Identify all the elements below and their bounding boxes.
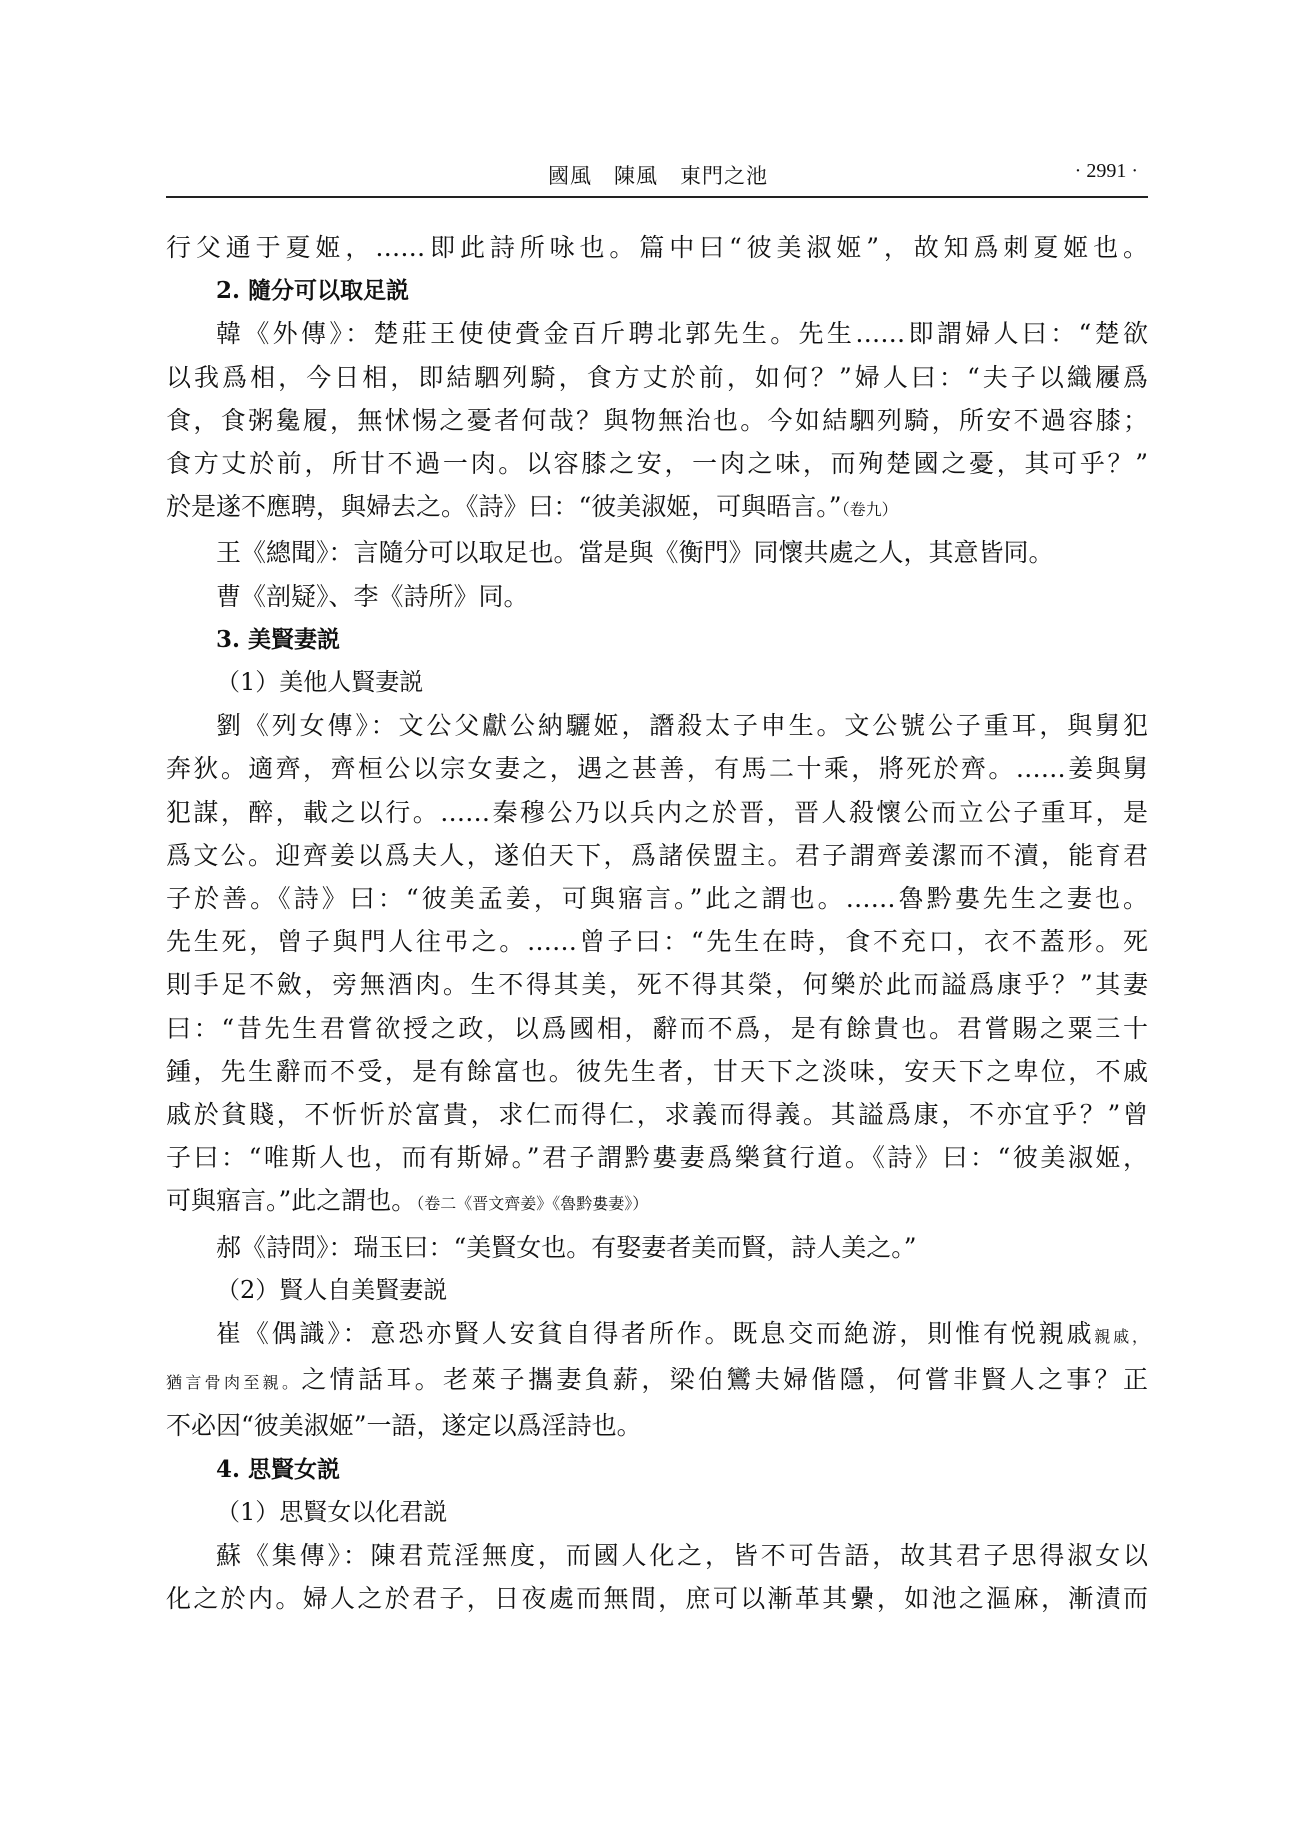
section-heading: 4. 思賢女説 — [216, 1455, 341, 1483]
subsection-heading: （1）美他人賢妻説 — [216, 668, 424, 697]
running-header — [166, 160, 1148, 194]
text-segment: 於是遂不應聘，與婦去之。《詩》曰：“彼美淑姬，可與晤言。” — [166, 492, 842, 522]
text-line: 韓《外傳》：楚莊王使使賫金百斤聘北郭先生。先生……即謂婦人曰：“楚欲 — [216, 319, 1148, 349]
section-heading: 2. 隨分可以取足説 — [216, 277, 410, 305]
text-line: 曹《剖疑》、李《詩所》同。 — [216, 581, 529, 611]
subsection-heading: （2）賢人自美賢妻説 — [216, 1275, 448, 1304]
running-title: 國風 陳風 東門之池 — [548, 164, 768, 188]
text-line — [166, 1358, 1148, 1404]
text-line: 曰：“昔先生君嘗欲授之政，以爲國相，辭而不爲，是有餘貴也。君嘗賜之粟三十 — [166, 1013, 1148, 1043]
text-line: 行父通于夏姬，……即此詩所咏也。篇中曰“彼美淑姬”，故知爲刺夏姬也。 — [166, 233, 1148, 262]
text-line: 先生死，曾子與門人往弔之。……曾子曰：“先生在時，食不充口，衣不蓋形。死 — [166, 927, 1148, 957]
text-line: 食方丈於前，所甘不過一肉。以容膝之安，一肉之味，而殉楚國之憂，其可乎？” — [166, 449, 1148, 479]
text-line: 食，食粥毚履，無怵惕之憂者何哉？與物無治也。今如結駟列騎，所安不過容膝； — [166, 405, 1148, 435]
text-line: 子於善。《詩》曰：“彼美孟姜，可與寤言。”此之謂也。……魯黔婁先生之妻也。 — [166, 884, 1148, 914]
text-line: 郝《詩問》：瑞玉曰：“美賢女也。有娶妻者美而賢，詩人美之。” — [216, 1232, 917, 1262]
text-line: 化之於内。婦人之於君子，日夜處而無間，庶可以漸革其纍，如池之漚麻，漸漬而 — [166, 1584, 1148, 1614]
text-line: 犯謀，醉，載之以行。……秦穆公乃以兵内之於晋，晋人殺懷公而立公子重耳，是 — [166, 797, 1148, 827]
text-line: 以我爲相，今日相，即結駟列騎，食方丈於前，如何？”婦人曰：“夫子以織屨爲 — [166, 362, 1148, 392]
subsection-heading: （1）思賢女以化君説 — [216, 1497, 448, 1526]
text-line: 劉《列女傳》：文公父獻公納驪姬，譖殺太子申生。文公號公子重耳，與舅犯 — [216, 711, 1148, 741]
source-note: （卷九） — [841, 500, 898, 520]
page-body — [166, 226, 1148, 1621]
text-line: 爲文公。迎齊姜以爲夫人，遂伯天下，爲諸侯盟主。君子謂齊姜潔而不瀆，能育君 — [166, 840, 1148, 870]
text-line: 蘇《集傳》：陳君荒淫無度，而國人化之，皆不可告語，故其君子思得淑女以 — [216, 1541, 1148, 1571]
text-segment: 崔《偶識》：意恐亦賢人安貧自得者所作。既息交而絶游，則惟有悦親戚 — [216, 1319, 1095, 1349]
inline-note: 猶言骨肉至親。 — [166, 1373, 302, 1393]
text-segment: 可與寤言。”此之謂也。 — [166, 1186, 417, 1216]
text-line: 戚於貧賤，不忻忻於富貴，求仁而得仁，求義而得義。其謚爲康，不亦宜乎？”曾 — [166, 1100, 1148, 1130]
section-heading: 3. 美賢妻説 — [216, 625, 341, 653]
text-line: 子曰：“唯斯人也，而有斯婦。”君子謂黔婁妻爲樂貧行道。《詩》曰：“彼美淑姬， — [166, 1143, 1148, 1173]
text-segment: 之情話耳。老萊子攜妻負薪，梁伯鸞夫婦偕隱，何嘗非賢人之事？正 — [301, 1365, 1148, 1395]
text-line: 奔狄。適齊，齊桓公以宗女妻之，遇之甚善，有馬二十乘，將死於齊。……姜與舅 — [166, 754, 1148, 784]
inline-note: 親戚， — [1094, 1327, 1148, 1347]
text-line — [166, 485, 1148, 531]
page-number: · 2991 · — [1074, 160, 1138, 182]
text-line: 不必因“彼美淑姬”一語，遂定以爲淫詩也。 — [166, 1411, 642, 1441]
text-line: 鍾，先生辭而不受，是有餘富也。彼先生者，甘天下之淡味，安天下之卑位，不戚 — [166, 1056, 1148, 1086]
text-line: 王《總聞》：言隨分可以取足也。當是與《衡門》同懷共處之人，其意皆同。 — [216, 538, 1054, 568]
header-rule — [166, 196, 1148, 198]
source-note: （卷二《晋文齊姜》《魯黔婁妻》） — [416, 1194, 649, 1214]
text-line — [166, 1179, 1148, 1225]
text-line — [166, 1312, 1148, 1358]
text-line: 則手足不斂，旁無酒肉。生不得其美，死不得其榮，何樂於此而謚爲康乎？”其妻 — [166, 970, 1148, 1000]
